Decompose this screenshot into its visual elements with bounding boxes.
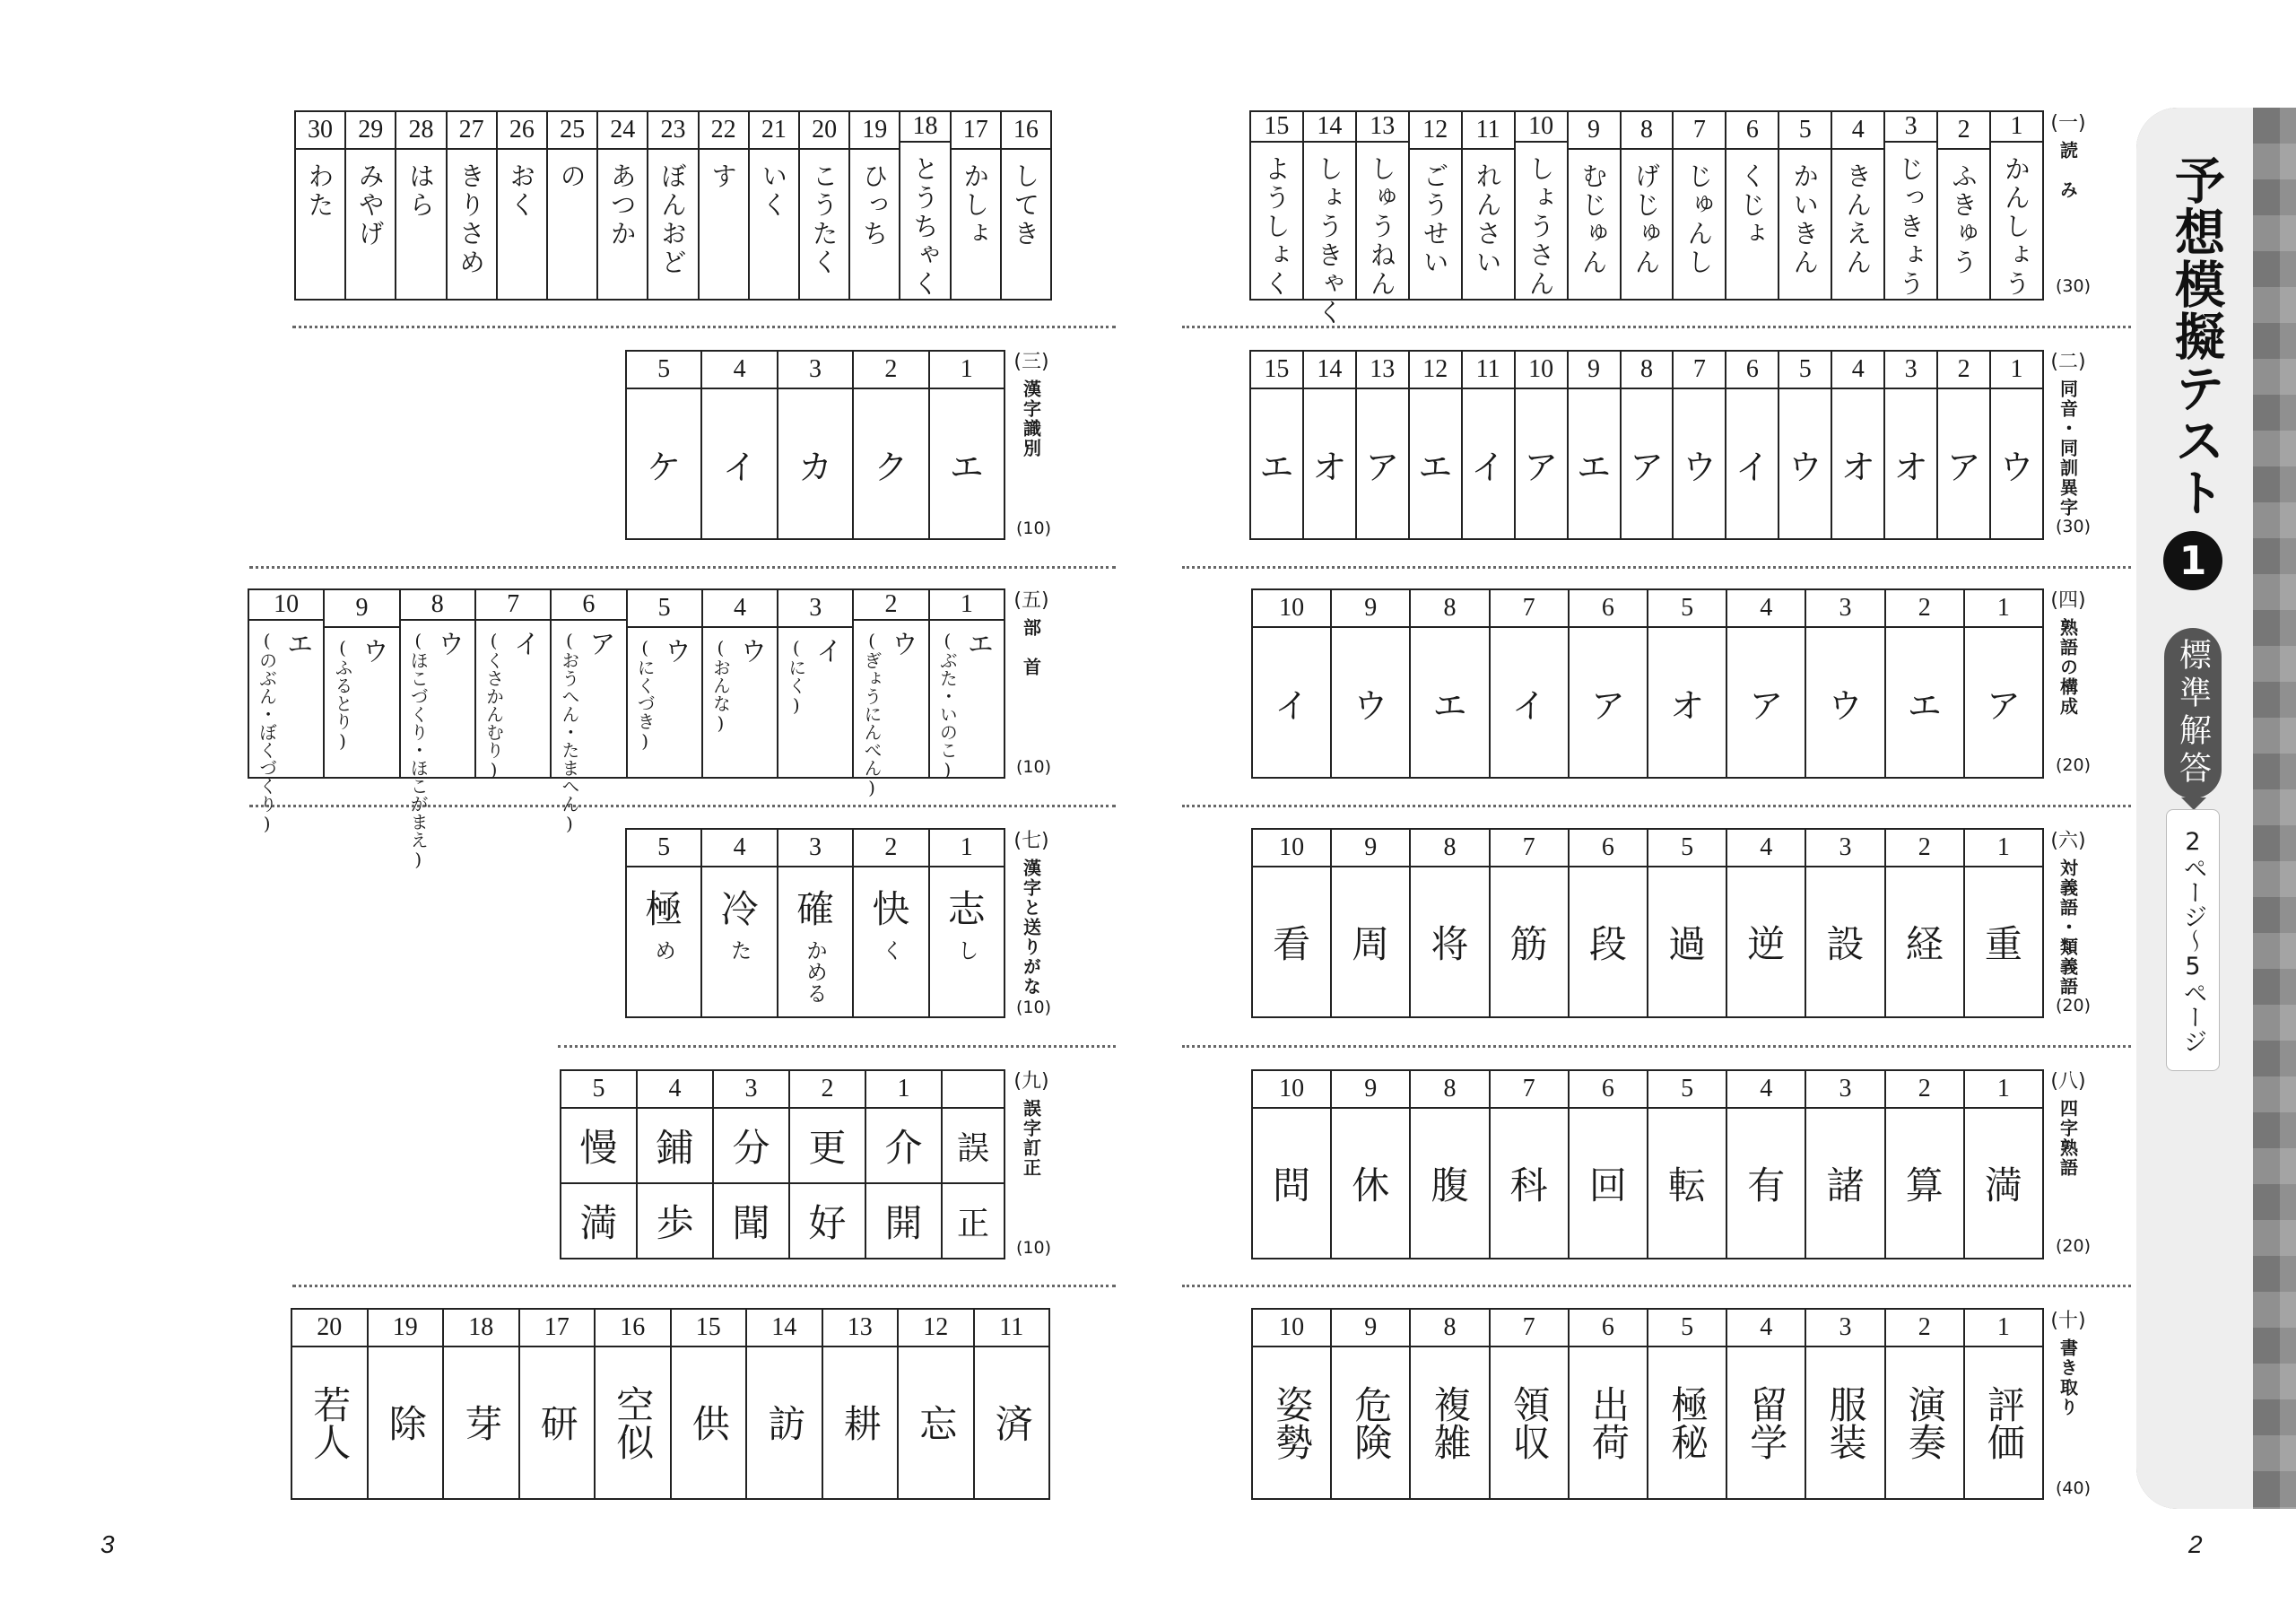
answer-cell: 17 研 — [518, 1310, 595, 1498]
dotted-separator — [1182, 1045, 2131, 1048]
dotted-separator — [1182, 1285, 2131, 1287]
answer-cell: 7 筋 — [1489, 830, 1568, 1016]
answer-cell: 7 じゅんし — [1672, 112, 1725, 299]
answer-cell: 4 きんえん — [1831, 112, 1883, 299]
answer-cell: 30 わた — [296, 112, 344, 299]
answer-cell: 8 エ — [1409, 590, 1488, 777]
answer-cell: 3 カ — [777, 352, 852, 538]
answer-cell: 2 ふきゅう — [1936, 112, 1989, 299]
section-label: (二) 同音・同訓異字 — [2050, 351, 2086, 518]
section-label: (一) 読 み — [2050, 112, 2086, 200]
answer-cell: 7 ウ — [1672, 352, 1725, 538]
answer-cell: 4 冷 た — [700, 830, 776, 1016]
answer-cell: 6 ア — [1568, 590, 1647, 777]
section-points: (10) — [1016, 519, 1052, 538]
answer-cell: 5 極 め — [627, 830, 700, 1016]
page-range-tag: 2ページ〜5ページ — [2166, 809, 2220, 1071]
test-number-badge: 1 — [2163, 531, 2222, 590]
answer-cell: 14 しょうきゃく — [1302, 112, 1355, 299]
answer-cell: 12 忘 — [897, 1310, 973, 1498]
okurigana-grid — [625, 828, 1005, 1018]
section-label: (十) 書き取り — [2050, 1310, 2086, 1417]
section-points: (20) — [2056, 996, 2092, 1015]
answer-cell: 12 エ — [1408, 352, 1461, 538]
answer-cell: 5 過 — [1647, 830, 1726, 1016]
writing-grid-left — [291, 1308, 1050, 1500]
dotted-separator — [558, 1045, 1116, 1048]
answer-cell: 6 出荷 — [1568, 1310, 1647, 1498]
answer-cell: 3 ウ — [1805, 590, 1883, 777]
dotted-separator — [1182, 566, 2131, 569]
answer-cell: 20 若人 — [292, 1310, 367, 1498]
answer-cell: 18 とうちゃく — [899, 112, 949, 299]
section-points: (20) — [2056, 1236, 2092, 1256]
answer-cell: 26 おく — [496, 112, 546, 299]
answer-cell: 5 転 — [1647, 1071, 1726, 1258]
answer-cell: 3 設 — [1805, 830, 1883, 1016]
section-label: (三) 漢字識別 — [1013, 351, 1049, 458]
answer-cell: 1 重 — [1963, 830, 2042, 1016]
answer-cell: 3 分 聞 — [712, 1071, 788, 1258]
answer-cell: 19 除 — [367, 1310, 443, 1498]
reading-grid-right — [1249, 110, 2044, 327]
answer-cell: 2 演奏 — [1884, 1310, 1963, 1498]
standard-answer-badge: 標準解答 — [2164, 628, 2222, 798]
answer-cell: 22 す — [698, 112, 748, 299]
answer-cell: 25 の — [546, 112, 596, 299]
answer-cell: 14 訪 — [745, 1310, 822, 1498]
answer-cell: 2 算 — [1884, 1071, 1963, 1258]
answer-cell: 10 しょうさん — [1514, 112, 1567, 299]
answer-cell: 3 イ (にく) — [777, 590, 852, 777]
section-label: (九) 誤字訂正 — [1013, 1070, 1049, 1178]
section-points: (10) — [1016, 757, 1052, 777]
radical-grid — [248, 588, 1005, 870]
page-number-left: 3 — [100, 1530, 115, 1558]
answer-cell: 4 留学 — [1726, 1310, 1805, 1498]
answer-cell: 1 ア — [1963, 590, 2042, 777]
answer-cell: 28 はら — [395, 112, 445, 299]
answer-cell: 13 しゅうねん — [1355, 112, 1408, 299]
answer-cell: 21 いく — [748, 112, 798, 299]
answer-cell: 3 諸 — [1805, 1071, 1883, 1258]
answer-cell: 16 してき — [1000, 112, 1050, 299]
answer-cell: 6 回 — [1568, 1071, 1647, 1258]
answer-cell: 3 オ — [1883, 352, 1936, 538]
answer-cell: 6 くじょ — [1725, 112, 1778, 299]
answer-cell: 23 ぼんおど — [647, 112, 697, 299]
dotted-separator — [1182, 326, 2131, 328]
answer-cell: 9 ウ — [1330, 590, 1409, 777]
answer-cell: 3 じっきょう — [1883, 112, 1936, 299]
answer-cell: 4 有 — [1726, 1071, 1805, 1258]
section-points: (30) — [2056, 276, 2092, 296]
answer-cell: 17 かしょ — [950, 112, 1000, 299]
answer-cell: 1 志 し — [928, 830, 1004, 1016]
reading-grid-left — [294, 110, 1052, 301]
answer-cell: 1 介 開 — [865, 1071, 941, 1258]
answer-cell: 1 満 — [1963, 1071, 2042, 1258]
answer-cell: 24 あつか — [596, 112, 647, 299]
answer-cell: 6 ア (おうへん・たまへん) — [550, 590, 625, 777]
answer-cell: 14 オ — [1302, 352, 1355, 538]
answer-cell: 7 科 — [1489, 1071, 1568, 1258]
section-points: (40) — [2056, 1478, 2092, 1498]
four-character-idiom-grid — [1251, 1069, 2044, 1259]
answer-cell: 19 ひっち — [848, 112, 899, 299]
answer-cell: 9 周 — [1330, 830, 1409, 1016]
answer-cell: 8 ア — [1620, 352, 1673, 538]
answer-cell: 18 芽 — [442, 1310, 518, 1498]
answer-cell: 5 かいきん — [1778, 112, 1831, 299]
answer-cell: 5 ウ (にくづき) — [626, 590, 701, 777]
answer-cell: 4 鋪 歩 — [636, 1071, 712, 1258]
answer-cell: 10 イ — [1253, 590, 1330, 777]
section-label: (八) 四字熟語 — [2050, 1070, 2086, 1178]
answer-cell: 5 極秘 — [1647, 1310, 1726, 1498]
answer-cell: 12 ごうせい — [1408, 112, 1461, 299]
homophone-grid — [1249, 350, 2044, 540]
error-correction-grid — [560, 1069, 1005, 1259]
answer-cell: 27 きりさめ — [446, 112, 496, 299]
answer-cell: 5 ケ — [627, 352, 700, 538]
answer-cell: 11 済 — [973, 1310, 1049, 1498]
answer-cell: 1 評価 — [1963, 1310, 2042, 1498]
answer-cell: 2 ウ (ぎょうにんべん) — [852, 590, 927, 777]
section-label: (四) 熟語の構成 — [2050, 589, 2086, 717]
answer-cell: 4 逆 — [1726, 830, 1805, 1016]
answer-cell: 11 イ — [1461, 352, 1514, 538]
compound-structure-grid — [1251, 588, 2044, 779]
answer-cell: 9 むじゅん — [1567, 112, 1620, 299]
answer-cell: 5 ウ — [1778, 352, 1831, 538]
answer-cell: 9 ウ (ふるとり) — [323, 590, 398, 777]
answer-cell: 3 確 かめる — [777, 830, 852, 1016]
answer-cell: 2 ク — [852, 352, 927, 538]
answer-cell: 1 かんしょう — [1989, 112, 2042, 299]
answer-cell: 11 れんさい — [1461, 112, 1514, 299]
answer-cell: 9 エ — [1567, 352, 1620, 538]
answer-cell: 7 領収 — [1489, 1310, 1568, 1498]
antonym-synonym-grid — [1251, 828, 2044, 1018]
answer-cell: 2 エ — [1884, 590, 1963, 777]
answer-cell: 13 耕 — [822, 1310, 898, 1498]
dotted-separator — [292, 1285, 1116, 1287]
answer-cell: 1 エ — [928, 352, 1004, 538]
badge-pointer-icon — [2181, 797, 2206, 810]
answer-cell: 2 ア — [1936, 352, 1989, 538]
answer-cell: 6 段 — [1568, 830, 1647, 1016]
dotted-separator — [249, 805, 1116, 807]
answer-cell: 16 空似 — [594, 1310, 670, 1498]
answer-cell: 5 オ — [1647, 590, 1726, 777]
section-points: (30) — [2056, 517, 2092, 536]
section-points: (10) — [1016, 998, 1052, 1017]
answer-cell: 2 経 — [1884, 830, 1963, 1016]
answer-cell: 2 快 く — [852, 830, 927, 1016]
section-label: (七) 漢字と送りがな — [1013, 830, 1049, 997]
dotted-separator — [1182, 805, 2131, 807]
answer-cell: 15 エ — [1251, 352, 1302, 538]
page-number-right: 2 — [2188, 1530, 2203, 1558]
answer-cell: 10 エ (のぶん・ぼくづくり) — [249, 590, 323, 777]
answer-cell: 15 供 — [670, 1310, 746, 1498]
answer-cell: 8 将 — [1409, 830, 1488, 1016]
answer-cell: 4 ア — [1726, 590, 1805, 777]
answer-cell: 4 イ — [700, 352, 776, 538]
answer-cell: 1 ウ — [1989, 352, 2042, 538]
answer-cell: 10 姿勢 — [1253, 1310, 1330, 1498]
test-title: 予想模擬テスト — [2167, 154, 2225, 519]
dotted-separator — [292, 326, 1116, 328]
dotted-separator — [249, 566, 1116, 569]
section-label: (五) 部 首 — [1013, 589, 1049, 677]
answer-cell: 8 腹 — [1409, 1071, 1488, 1258]
writing-grid-right — [1251, 1308, 2044, 1500]
answer-cell: 1 エ (ぶた・いのこ) — [928, 590, 1004, 777]
answer-cell: 10 ア — [1514, 352, 1567, 538]
header-cell: 誤 正 — [941, 1071, 1004, 1258]
answer-cell: 8 ウ (ほこづくり・ほこがまえ) — [399, 590, 474, 777]
answer-cell: 7 イ (くさかんむり) — [474, 590, 550, 777]
answer-cell: 8 げじゅん — [1620, 112, 1673, 299]
answer-cell: 3 服装 — [1805, 1310, 1883, 1498]
answer-cell: 15 ようしょく — [1251, 112, 1302, 299]
answer-cell: 6 イ — [1725, 352, 1778, 538]
section-label: (六) 対義語・類義語 — [2050, 830, 2086, 997]
answer-cell: 20 こうたく — [798, 112, 848, 299]
answer-cell: 10 看 — [1253, 830, 1330, 1016]
answer-cell: 10 問 — [1253, 1071, 1330, 1258]
answer-cell: 4 ウ (おんな) — [701, 590, 777, 777]
answer-cell: 8 複雑 — [1409, 1310, 1488, 1498]
answer-cell: 2 更 好 — [788, 1071, 865, 1258]
answer-cell: 4 オ — [1831, 352, 1883, 538]
answer-cell: 13 ア — [1355, 352, 1408, 538]
section-points: (10) — [1016, 1238, 1052, 1258]
kanji-identification-grid — [625, 350, 1005, 540]
answer-cell: 9 休 — [1330, 1071, 1409, 1258]
answer-cell: 7 イ — [1489, 590, 1568, 777]
answer-cell: 29 みやげ — [344, 112, 395, 299]
section-points: (20) — [2056, 755, 2092, 775]
answer-cell: 5 慢 満 — [561, 1071, 636, 1258]
answer-cell: 9 危険 — [1330, 1310, 1409, 1498]
